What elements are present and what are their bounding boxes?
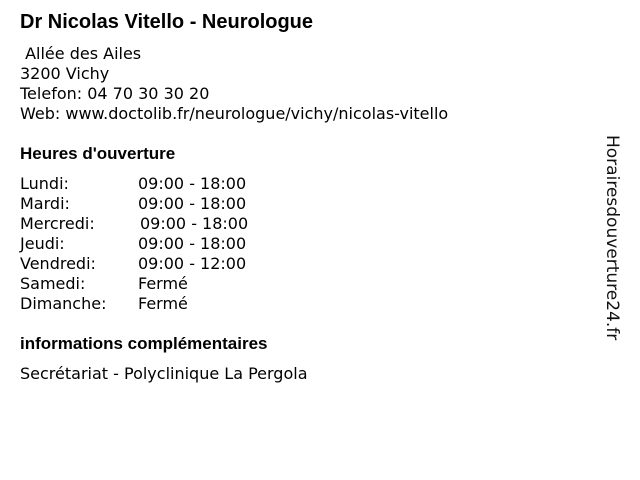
info-text: Secrétariat - Polyclinique La Pergola [20,364,308,383]
hours-value: 09:00 - 18:00 [138,194,247,213]
hours-row-monday [20,174,320,194]
address-street: Allée des Ailes [20,44,142,63]
day-label: Samedi: [20,274,86,293]
hours-row-friday [20,254,320,274]
hours-row-saturday [20,274,320,294]
day-label: Dimanche: [20,294,107,313]
hours-value: 09:00 - 18:00 [140,214,249,233]
day-label: Vendredi: [20,254,96,273]
day-label: Mardi: [20,194,70,213]
hours-value: Fermé [138,274,188,293]
day-label: Jeudi: [20,234,65,253]
phone-number: Telefon: 04 70 30 30 20 [20,84,210,103]
info-heading: informations complémentaires [20,334,268,353]
hours-value: 09:00 - 18:00 [138,174,247,193]
day-label: Mercredi: [20,214,95,233]
address-block [20,44,448,124]
hours-row-tuesday [20,194,320,214]
hours-heading: Heures d'ouverture [20,144,176,163]
hours-row-thursday [20,234,320,254]
hours-row-sunday [20,294,320,314]
hours-table [20,174,320,314]
hours-value: 09:00 - 18:00 [138,234,247,253]
hours-value: 09:00 - 12:00 [138,254,247,273]
website: Web: www.doctolib.fr/neurologue/vichy/nicolas-vitello [20,104,449,123]
day-label: Lundi: [20,174,69,193]
address-city: 3200 Vichy [20,64,110,83]
hours-row-wednesday [20,214,320,234]
page-title: Dr Nicolas Vitello - Neurologue [20,11,314,33]
hours-value: Fermé [138,294,188,313]
site-watermark: Horairesdouverture24.fr [602,135,622,341]
